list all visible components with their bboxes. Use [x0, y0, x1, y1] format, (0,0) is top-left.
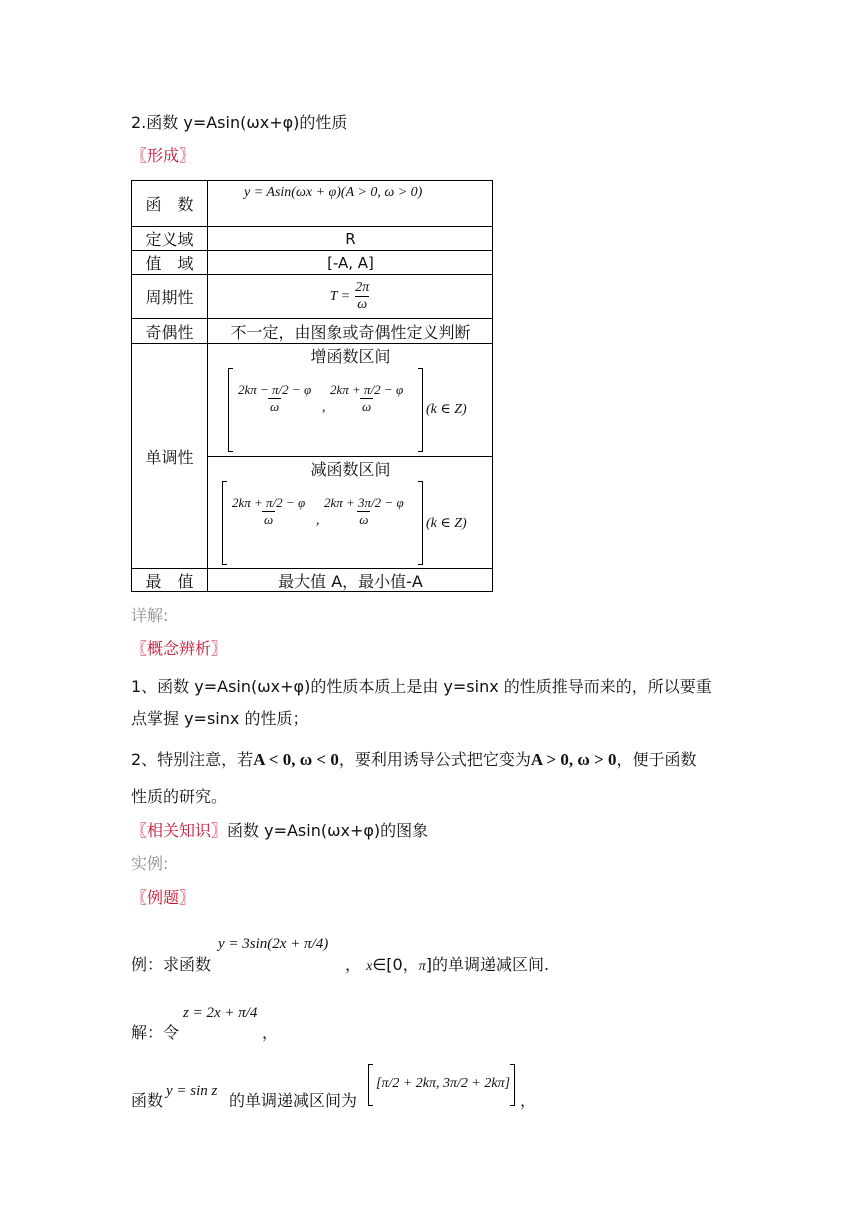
- extreme-value: 最大值 A，最小值-A: [278, 571, 423, 591]
- properties-table: [131, 180, 493, 592]
- table-row-label: 周期性: [145, 288, 194, 307]
- substitution-formula: z = 2x + π/4: [183, 1005, 258, 1021]
- concept-point-1-cont: 点掌握 y=sinx 的性质；: [131, 709, 309, 728]
- table-row-label: 奇偶性: [145, 322, 194, 342]
- sine-function: y = sin z: [166, 1083, 218, 1099]
- section-label-example: 〖例题〗: [131, 888, 196, 907]
- example-label: 实例:: [131, 854, 169, 873]
- table-row-label: 函 数: [145, 195, 194, 214]
- period-value: T = $\frac{2\pi}{\omega}$: [329, 280, 370, 312]
- increase-interval-title: 增函数区间: [310, 346, 391, 366]
- table-row-label: 单调性: [145, 447, 194, 467]
- range-value: [-A, A]: [327, 253, 374, 272]
- solution-intro: 解：令: [131, 1023, 180, 1042]
- decrease-interval-formula: $\frac{2k\pi + \pi/2 - \varphi}{\omega}$ , $\frac{2k\pi + 3\pi/2 - \varphi}{\omega}$: [222, 481, 428, 567]
- solution-comma: ，: [262, 1023, 279, 1042]
- example-problem: 例：求函数: [131, 955, 212, 974]
- parity-value: 不一定，由图象或奇偶性定义判断: [230, 322, 471, 342]
- detail-label: 详解:: [131, 606, 169, 625]
- increase-interval-formula: $\frac{2k\pi - \pi/2 - \varphi}{\omega}$ , $\frac{2k\pi + \pi/2 - \varphi}{\omega}$: [228, 368, 428, 454]
- example-problem-rest: ， x∈[0，π]的单调递减区间.: [345, 955, 550, 974]
- section-heading: 2.函数 y=Asin(ωx+φ)的性质: [131, 113, 348, 132]
- k-condition: (k ∈ Z): [426, 516, 467, 531]
- table-row-label: 定义域: [145, 230, 194, 249]
- table-row-label: 值 域: [145, 254, 194, 273]
- function-formula: y = Asin(ωx + φ)(A > 0, ω > 0): [244, 185, 423, 200]
- concept-point-2: 2、特别注意，若A < 0, ω < 0，要利用诱导公式把它变为A > 0, ω > 0，便于函数: [131, 750, 697, 769]
- solution-step-mid: 的单调递减区间为: [229, 1091, 358, 1110]
- decrease-interval-title: 减函数区间: [310, 459, 391, 479]
- table-row-label: 最 值: [145, 571, 194, 591]
- example-function: y = 3sin(2x + π/4): [218, 936, 329, 952]
- related-knowledge: 〖相关知识〗函数 y=Asin(ωx+φ)的图象: [131, 821, 429, 840]
- concept-point-2-cont: 性质的研究。: [131, 787, 228, 806]
- decreasing-interval: [π/2 + 2kπ, 3π/2 + 2kπ]: [368, 1062, 518, 1108]
- solution-step-end: ，: [520, 1091, 537, 1110]
- concept-point-1: 1、函数 y=Asin(ωx+φ)的性质本质上是由 y=sinx 的性质推导而来的，所以要重: [131, 677, 712, 696]
- solution-step: 函数: [131, 1091, 164, 1110]
- domain-value: R: [345, 229, 356, 248]
- k-condition: (k ∈ Z): [426, 402, 467, 417]
- section-label-concept: 〖概念辨析〗: [131, 639, 228, 658]
- section-label-formation: 〖形成〗: [131, 146, 196, 165]
